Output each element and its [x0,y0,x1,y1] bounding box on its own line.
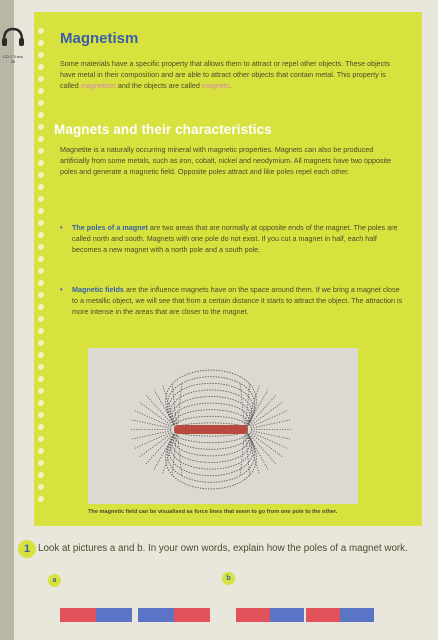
question-text: Look at pictures a and b. In your own words, explain how the poles of a magnet work. [38,543,408,554]
binder-hole [38,220,44,226]
binder-hole [38,28,44,34]
picture-label-a: a [48,574,61,587]
binder-hole [38,436,44,442]
binder-hole [38,112,44,118]
picture-label-b: b [222,572,235,585]
binder-hole [38,160,44,166]
section-paragraph: Magnetite is a naturally occurring mineral with magnetic properties. Magnets can also be produced artificially from some metals, such as iron, cobalt, nickel and neodymium. All magnets have two opposite poles and generate a magnetic field. Opposite poles attract and like poles repel each other. [60,145,392,176]
binder-holes [38,28,44,508]
binder-hole [38,484,44,490]
binder-hole [38,64,44,70]
magnet-b-right [306,608,374,622]
binder-hole [38,328,44,334]
binder-hole [38,472,44,478]
page-title: Magnetism [60,30,139,47]
intro-paragraph: Some materials have a specific property that allows them to attract or repel other objects. These objects have metal in their composition and are able to attract other objects that contain metal. This property is called magnetism and the objects are called magnets. [60,59,390,90]
bullet-term: Magnetic fields [72,285,124,294]
magnet-a-right [138,608,210,622]
binder-hole [38,208,44,214]
binder-hole [38,40,44,46]
headphones-icon[interactable] [0,26,26,48]
binder-hole [38,496,44,502]
photo-caption: The magnetic field can be visualised as force lines that seem to go from one pole to the other. [88,509,338,515]
binder-hole [38,352,44,358]
binder-hole [38,460,44,466]
cd-track-label: CD 2 Track 26 [2,54,23,64]
magnet-a-left [60,608,132,622]
section-heading: Magnets and their characteristics [54,122,272,137]
binder-hole [38,364,44,370]
binder-hole [38,304,44,310]
binder-hole [38,136,44,142]
bullet-term: The poles of a magnet [72,223,148,232]
binder-hole [38,412,44,418]
binder-hole [38,52,44,58]
binder-hole [38,244,44,250]
binder-hole [38,268,44,274]
keyword-magnets: magnets [201,81,230,90]
magnet-iron-filings-photo [88,348,358,504]
binder-hole [38,76,44,82]
binder-hole [38,316,44,322]
binder-hole [38,292,44,298]
question-number: 1 [18,540,36,558]
binder-hole [38,388,44,394]
binder-hole [38,340,44,346]
binder-hole [38,184,44,190]
keyword-magnetism: magnetism [80,81,116,90]
bar-magnet [174,425,248,434]
binder-hole [38,448,44,454]
binder-hole [38,148,44,154]
magnet-b-left [236,608,304,622]
binder-hole [38,376,44,382]
binder-hole [38,232,44,238]
binder-hole [38,280,44,286]
binder-hole [38,172,44,178]
binder-hole [38,88,44,94]
binder-hole [38,256,44,262]
binder-hole [38,100,44,106]
binder-hole [38,424,44,430]
binder-hole [38,400,44,406]
binder-hole [38,196,44,202]
binder-hole [38,124,44,130]
